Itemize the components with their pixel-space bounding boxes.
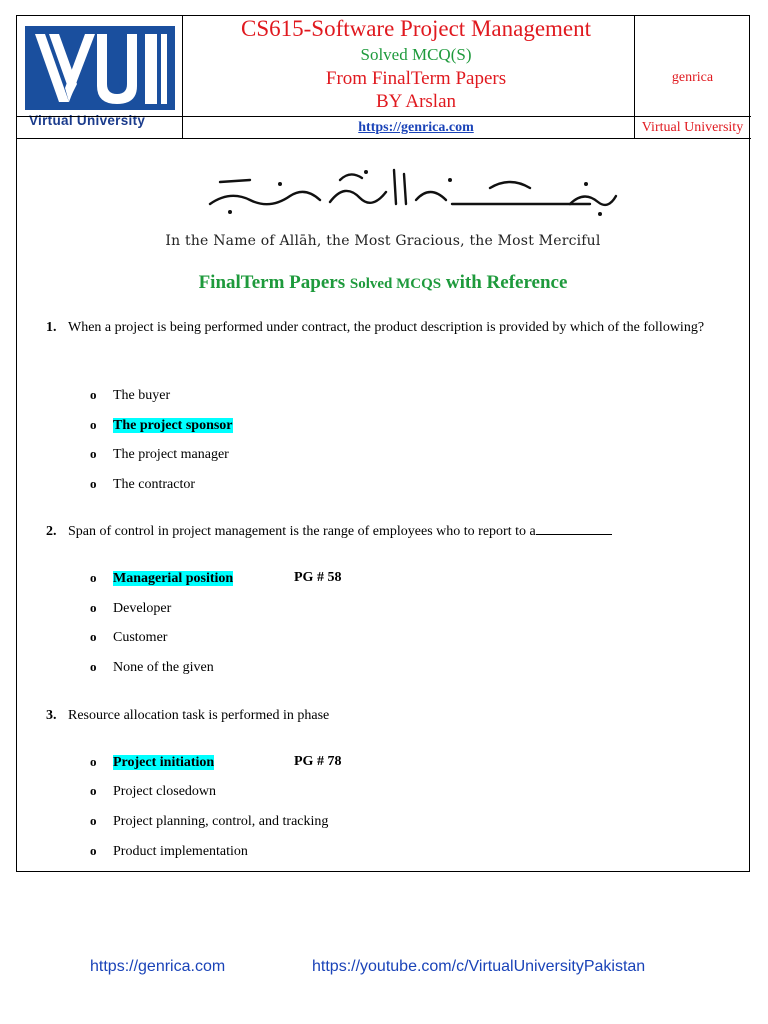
question-text: Span of control in project management is the range of employees who to report to a xyxy=(68,524,536,539)
bullet-icon: o xyxy=(90,813,97,828)
footer-link-youtube[interactable]: https://youtube.com/c/VirtualUniversityPakistan xyxy=(312,958,646,975)
logo-caption: Virtual University xyxy=(29,113,146,128)
option-item xyxy=(90,629,167,646)
doc-subtitle-2: From FinalTerm Papers xyxy=(325,68,507,89)
question-number: 1. xyxy=(46,320,57,335)
question-number: 2. xyxy=(46,524,57,539)
bullet-icon: o xyxy=(90,659,97,674)
tagline: In the Name of Allāh, the Most Gracious, the Most Merciful xyxy=(165,233,601,249)
bullet-icon: o xyxy=(90,600,97,615)
bullet-icon: o xyxy=(90,476,97,491)
answer-highlight: The project sponsor xyxy=(113,418,233,433)
option-text: Project planning, control, and tracking xyxy=(113,814,329,829)
bullet-icon: o xyxy=(90,387,97,402)
option-item-answer xyxy=(90,570,233,587)
bullet-icon: o xyxy=(90,570,97,585)
page-reference: PG # 58 xyxy=(294,570,342,585)
option-item xyxy=(90,843,248,860)
footer-link-genrica[interactable]: https://genrica.com xyxy=(90,958,226,975)
section-title-part-b: Solved MCQS xyxy=(349,276,442,292)
option-text: Customer xyxy=(113,630,168,645)
answer-blank xyxy=(536,522,612,535)
option-item xyxy=(90,387,170,404)
header-rule xyxy=(17,116,751,117)
doc-title: CS615-Software Project Management xyxy=(240,16,592,41)
option-text: Product implementation xyxy=(113,844,248,859)
option-text: Developer xyxy=(113,601,172,616)
question-number: 3. xyxy=(46,708,57,723)
option-item xyxy=(90,476,195,493)
page-frame xyxy=(16,15,750,872)
option-text: The buyer xyxy=(113,388,171,403)
vu-logo-icon xyxy=(25,26,175,110)
section-title-part-c: with Reference xyxy=(441,272,568,293)
question-text: Resource allocation task is performed in phase xyxy=(68,708,330,723)
option-item-answer xyxy=(90,417,233,434)
bismillah-calligraphy-icon xyxy=(190,160,620,220)
section-title xyxy=(16,272,750,294)
answer-highlight: Project initiation xyxy=(113,755,215,770)
section-title-part-a: FinalTerm Papers xyxy=(198,272,350,293)
option-item xyxy=(90,600,171,617)
option-text: None of the given xyxy=(113,660,214,675)
bullet-icon: o xyxy=(90,843,97,858)
question-text: When a project is being performed under contract, the product description is provided by which of the following? xyxy=(68,320,705,335)
answer-highlight: Managerial position xyxy=(113,571,234,586)
option-text: The contractor xyxy=(113,477,196,492)
doc-author: BY Arslan xyxy=(375,91,457,112)
option-item-answer xyxy=(90,754,214,771)
header-link[interactable]: https://genrica.com xyxy=(358,120,474,135)
bullet-icon: o xyxy=(90,446,97,461)
header-right-university: Virtual University xyxy=(641,120,744,135)
option-item xyxy=(90,813,328,830)
bullet-icon: o xyxy=(90,754,97,769)
option-item xyxy=(90,446,229,463)
question-1 xyxy=(46,318,706,338)
header-right-brand: genrica xyxy=(671,70,714,85)
option-item xyxy=(90,659,214,676)
option-text: The project manager xyxy=(113,447,229,462)
page-reference: PG # 78 xyxy=(294,754,342,769)
option-text: Project closedown xyxy=(113,784,217,799)
question-3 xyxy=(46,706,706,726)
bullet-icon: o xyxy=(90,417,97,432)
doc-subtitle: Solved MCQ(S) xyxy=(360,45,472,64)
bullet-icon: o xyxy=(90,629,97,644)
logo-cell xyxy=(17,16,183,138)
header-rule-bottom xyxy=(17,138,751,139)
bullet-icon: o xyxy=(90,783,97,798)
question-2 xyxy=(46,522,706,542)
option-item xyxy=(90,783,216,800)
